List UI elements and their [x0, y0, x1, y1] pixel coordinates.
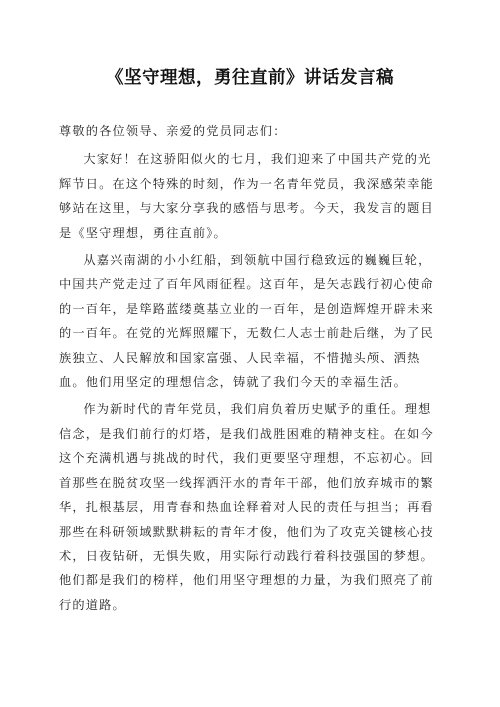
salutation: 尊敬的各位领导、亲爱的党员同志们：: [59, 124, 287, 138]
paragraph-3: 作为新时代的青年党员，我们肩负着历史赋予的重任。理想信念，是我们前行的灯塔，是我们战胜困难的精神支柱。在如今这个充满机遇与挑战的时代，我们更要坚守理想，不忘初心。回首那些在脱贫攻坚一线挥洒汗水的青年干部，他们放弃城市的繁华，扎根基层，用青春和热血诠释着对人民的责任与担当；再看那些在科研领域默默耕耘的青年才俊，他们为了攻克关键核心技术，日夜钻研，无惧失败，用实际行动践行着科技强国的梦想。他们都是我们的榜样，他们用坚守理想的力量，为我们照亮了前行的道路。: [59, 402, 434, 612]
document-body: [59, 119, 444, 620]
paragraph-1: 大家好！在这骄阳似火的七月，我们迎来了中国共产党的光辉节日。在这个特殊的时刻，作为一名青年党员，我深感荣幸能够站在这里，与大家分享我的感悟与思考。今天，我发言的题目是《坚守理想，勇往直前》。: [59, 152, 434, 240]
paragraph-2: 从嘉兴南湖的小小红船，到领航中国行稳致远的巍巍巨轮，中国共产党走过了百年风雨征程。这百年，是矢志践行初心使命的一百年，是筚路蓝缕奠基立业的一百年，是创造辉煌开辟未来的一百年。在党的光辉照耀下，无数仁人志士前赴后继，为了民族独立、人民解放和国家富强、人民幸福，不惜抛头颅、洒热血。他们用坚定的理想信念，铸就了我们今天的幸福生活。: [59, 253, 434, 390]
document-title: 《坚守理想，勇往直前》讲话发言稿: [106, 68, 394, 88]
